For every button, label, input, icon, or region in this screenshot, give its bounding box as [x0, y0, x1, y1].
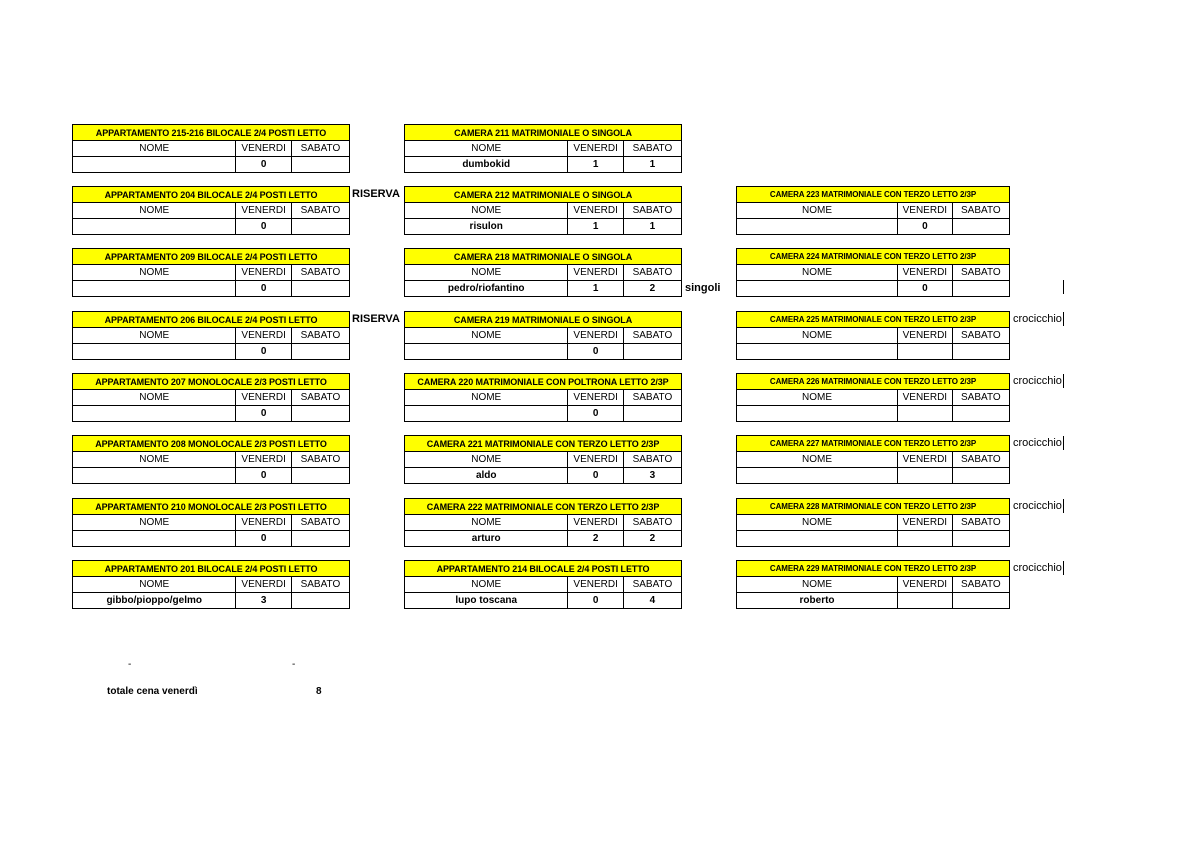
room-grid [736, 186, 1010, 235]
sabato-count-cell[interactable]: 1 [623, 219, 681, 235]
room-table [404, 124, 682, 173]
room-grid [72, 373, 350, 422]
header-sabato: SABATO [623, 390, 681, 406]
guest-name-cell[interactable] [737, 531, 898, 547]
guest-name-cell[interactable]: risulon [405, 219, 568, 235]
guest-name-cell[interactable]: pedro/riofantino [405, 281, 568, 297]
venerdi-count-cell[interactable] [898, 593, 953, 609]
room-table [736, 373, 1010, 422]
cell-edge-mark [1063, 280, 1064, 294]
room-grid [404, 124, 682, 173]
room-title: CAMERA 225 MATRIMONIALE CON TERZO LETTO 2/3P [737, 312, 1010, 328]
header-sabato: SABATO [952, 203, 1009, 219]
room-table [736, 311, 1010, 360]
cell-edge-mark [1063, 312, 1064, 326]
header-venerdi: VENERDI [568, 390, 623, 406]
room-title: CAMERA 228 MATRIMONIALE CON TERZO LETTO 2/3P [737, 499, 1010, 515]
header-venerdi: VENERDI [568, 515, 623, 531]
header-sabato: SABATO [623, 328, 681, 344]
header-sabato: SABATO [291, 328, 349, 344]
header-sabato: SABATO [291, 390, 349, 406]
room-table [72, 560, 350, 609]
header-sabato: SABATO [623, 515, 681, 531]
crocicchio-note: crocicchio [1013, 562, 1062, 574]
sabato-count-cell[interactable] [291, 157, 349, 173]
venerdi-count-cell[interactable]: 0 [568, 344, 623, 360]
room-grid [736, 498, 1010, 547]
sabato-count-cell[interactable] [291, 281, 349, 297]
cell-edge-mark [1063, 374, 1064, 388]
room-table [72, 435, 350, 484]
header-sabato: SABATO [623, 265, 681, 281]
header-nome: NOME [405, 141, 568, 157]
riserva-note: RISERVA [352, 313, 400, 325]
header-sabato: SABATO [952, 515, 1009, 531]
header-sabato: SABATO [952, 577, 1009, 593]
header-nome: NOME [73, 577, 236, 593]
room-table [736, 248, 1010, 297]
room-table [72, 311, 350, 360]
header-venerdi: VENERDI [236, 203, 291, 219]
header-nome: NOME [405, 390, 568, 406]
room-title: CAMERA 220 MATRIMONIALE CON POLTRONA LETTO 2/3P [405, 374, 682, 390]
header-sabato: SABATO [623, 452, 681, 468]
guest-name-cell[interactable] [73, 219, 236, 235]
guest-name-cell[interactable] [737, 406, 898, 422]
sabato-count-cell[interactable] [291, 344, 349, 360]
header-nome: NOME [737, 515, 898, 531]
header-sabato: SABATO [291, 452, 349, 468]
sabato-count-cell[interactable]: 3 [623, 468, 681, 484]
room-title: CAMERA 221 MATRIMONIALE CON TERZO LETTO 2/3P [405, 436, 682, 452]
room-grid [404, 560, 682, 609]
header-nome: NOME [405, 328, 568, 344]
room-title: CAMERA 226 MATRIMONIALE CON TERZO LETTO 2/3P [737, 374, 1010, 390]
venerdi-count-cell[interactable]: 0 [236, 406, 291, 422]
total-dinner-friday-value: 8 [316, 686, 322, 697]
header-nome: NOME [73, 515, 236, 531]
room-title: CAMERA 223 MATRIMONIALE CON TERZO LETTO 2/3P [737, 187, 1010, 203]
guest-name-cell[interactable] [73, 406, 236, 422]
room-table [72, 124, 350, 173]
room-grid [736, 248, 1010, 297]
room-title: APPARTAMENTO 204 BILOCALE 2/4 POSTI LETTO [73, 187, 350, 203]
guest-name-cell[interactable]: lupo toscana [405, 593, 568, 609]
room-title: CAMERA 219 MATRIMONIALE O SINGOLA [405, 312, 682, 328]
header-venerdi: VENERDI [568, 577, 623, 593]
sabato-count-cell[interactable]: 2 [623, 281, 681, 297]
header-nome: NOME [73, 203, 236, 219]
sabato-count-cell[interactable] [952, 468, 1009, 484]
header-nome: NOME [405, 265, 568, 281]
header-venerdi: VENERDI [236, 390, 291, 406]
room-grid [72, 248, 350, 297]
header-venerdi: VENERDI [236, 265, 291, 281]
room-grid [404, 435, 682, 484]
room-title: APPARTAMENTO 201 BILOCALE 2/4 POSTI LETTO [73, 561, 350, 577]
venerdi-count-cell[interactable]: 0 [898, 281, 953, 297]
venerdi-count-cell[interactable]: 0 [236, 531, 291, 547]
dash-mark: - [128, 659, 132, 670]
room-grid [736, 435, 1010, 484]
sabato-count-cell[interactable]: 4 [623, 593, 681, 609]
room-table [72, 498, 350, 547]
header-nome: NOME [73, 265, 236, 281]
header-sabato: SABATO [623, 203, 681, 219]
guest-name-cell[interactable] [73, 281, 236, 297]
venerdi-count-cell[interactable]: 1 [568, 219, 623, 235]
header-nome: NOME [73, 390, 236, 406]
dash-mark: - [292, 659, 296, 670]
venerdi-count-cell[interactable]: 0 [236, 281, 291, 297]
venerdi-count-cell[interactable]: 1 [568, 281, 623, 297]
venerdi-count-cell[interactable]: 0 [236, 219, 291, 235]
sabato-count-cell[interactable] [291, 593, 349, 609]
room-table [404, 311, 682, 360]
room-table [404, 248, 682, 297]
header-venerdi: VENERDI [568, 141, 623, 157]
room-table [404, 560, 682, 609]
room-title: APPARTAMENTO 209 BILOCALE 2/4 POSTI LETTO [73, 249, 350, 265]
venerdi-count-cell[interactable]: 0 [898, 219, 953, 235]
room-table [72, 373, 350, 422]
room-table [72, 186, 350, 235]
room-title: APPARTAMENTO 207 MONOLOCALE 2/3 POSTI LETTO [73, 374, 350, 390]
guest-name-cell[interactable] [73, 468, 236, 484]
header-venerdi: VENERDI [236, 515, 291, 531]
header-sabato: SABATO [623, 577, 681, 593]
room-grid [72, 435, 350, 484]
room-grid [404, 498, 682, 547]
crocicchio-note: crocicchio [1013, 313, 1062, 325]
sabato-count-cell[interactable] [623, 344, 681, 360]
sabato-count-cell[interactable] [952, 531, 1009, 547]
sabato-count-cell[interactable] [952, 593, 1009, 609]
room-grid [72, 186, 350, 235]
venerdi-count-cell[interactable] [898, 531, 953, 547]
header-venerdi: VENERDI [568, 452, 623, 468]
guest-name-cell[interactable] [737, 468, 898, 484]
header-sabato: SABATO [291, 577, 349, 593]
venerdi-count-cell[interactable]: 0 [568, 593, 623, 609]
room-grid [72, 124, 350, 173]
cell-edge-mark [1063, 561, 1064, 575]
header-nome: NOME [737, 328, 898, 344]
guest-name-cell[interactable] [405, 344, 568, 360]
sabato-count-cell[interactable]: 2 [623, 531, 681, 547]
sabato-count-cell[interactable] [623, 406, 681, 422]
guest-name-cell[interactable] [405, 406, 568, 422]
header-sabato: SABATO [952, 390, 1009, 406]
guest-name-cell[interactable]: gibbo/pioppo/gelmo [73, 593, 236, 609]
header-nome: NOME [737, 265, 898, 281]
sabato-count-cell[interactable] [291, 406, 349, 422]
venerdi-count-cell[interactable]: 2 [568, 531, 623, 547]
cell-edge-mark [1063, 436, 1064, 450]
header-venerdi: VENERDI [898, 265, 953, 281]
room-grid [404, 311, 682, 360]
venerdi-count-cell[interactable]: 0 [568, 468, 623, 484]
room-table [736, 186, 1010, 235]
room-table [736, 435, 1010, 484]
venerdi-count-cell[interactable]: 1 [568, 157, 623, 173]
room-grid [736, 311, 1010, 360]
header-nome: NOME [405, 515, 568, 531]
header-nome: NOME [73, 328, 236, 344]
crocicchio-note: crocicchio [1013, 500, 1062, 512]
guest-name-cell[interactable] [73, 531, 236, 547]
room-table [404, 373, 682, 422]
room-title: APPARTAMENTO 214 BILOCALE 2/4 POSTI LETTO [405, 561, 682, 577]
venerdi-count-cell[interactable]: 3 [236, 593, 291, 609]
venerdi-count-cell[interactable] [898, 468, 953, 484]
venerdi-count-cell[interactable]: 0 [236, 344, 291, 360]
guest-name-cell[interactable]: aldo [405, 468, 568, 484]
sabato-count-cell[interactable] [291, 531, 349, 547]
room-table [404, 498, 682, 547]
header-nome: NOME [73, 452, 236, 468]
header-nome: NOME [737, 203, 898, 219]
guest-name-cell[interactable]: dumbokid [405, 157, 568, 173]
header-venerdi: VENERDI [898, 390, 953, 406]
room-grid [736, 373, 1010, 422]
room-title: APPARTAMENTO 206 BILOCALE 2/4 POSTI LETTO [73, 312, 350, 328]
venerdi-count-cell[interactable]: 0 [236, 157, 291, 173]
guest-name-cell[interactable] [73, 157, 236, 173]
header-sabato: SABATO [952, 452, 1009, 468]
header-sabato: SABATO [623, 141, 681, 157]
riserva-note: RISERVA [352, 188, 400, 200]
header-nome: NOME [737, 577, 898, 593]
room-title: CAMERA 222 MATRIMONIALE CON TERZO LETTO 2/3P [405, 499, 682, 515]
header-venerdi: VENERDI [236, 141, 291, 157]
header-venerdi: VENERDI [898, 452, 953, 468]
header-nome: NOME [737, 390, 898, 406]
header-venerdi: VENERDI [236, 452, 291, 468]
header-nome: NOME [405, 203, 568, 219]
room-table [736, 560, 1010, 609]
header-sabato: SABATO [291, 203, 349, 219]
sabato-count-cell[interactable] [952, 281, 1009, 297]
venerdi-count-cell[interactable] [898, 406, 953, 422]
room-title: CAMERA 229 MATRIMONIALE CON TERZO LETTO 2/3P [737, 561, 1010, 577]
venerdi-count-cell[interactable]: 0 [236, 468, 291, 484]
sabato-count-cell[interactable] [952, 219, 1009, 235]
sabato-count-cell[interactable] [952, 406, 1009, 422]
sabato-count-cell[interactable] [291, 468, 349, 484]
header-nome: NOME [405, 577, 568, 593]
header-venerdi: VENERDI [898, 328, 953, 344]
room-grid [736, 560, 1010, 609]
header-venerdi: VENERDI [898, 203, 953, 219]
header-venerdi: VENERDI [568, 265, 623, 281]
sabato-count-cell[interactable] [952, 344, 1009, 360]
room-title: CAMERA 224 MATRIMONIALE CON TERZO LETTO 2/3P [737, 249, 1010, 265]
room-title: APPARTAMENTO 208 MONOLOCALE 2/3 POSTI LETTO [73, 436, 350, 452]
room-grid [404, 186, 682, 235]
room-grid [72, 560, 350, 609]
guest-name-cell[interactable] [737, 219, 898, 235]
crocicchio-note: crocicchio [1013, 375, 1062, 387]
sabato-count-cell[interactable]: 1 [623, 157, 681, 173]
venerdi-count-cell[interactable] [898, 344, 953, 360]
header-venerdi: VENERDI [568, 328, 623, 344]
venerdi-count-cell[interactable]: 0 [568, 406, 623, 422]
room-title: CAMERA 212 MATRIMONIALE O SINGOLA [405, 187, 682, 203]
guest-name-cell[interactable]: roberto [737, 593, 898, 609]
header-venerdi: VENERDI [236, 328, 291, 344]
room-grid [404, 248, 682, 297]
header-nome: NOME [405, 452, 568, 468]
header-sabato: SABATO [952, 328, 1009, 344]
room-grid [72, 311, 350, 360]
room-grid [72, 498, 350, 547]
header-sabato: SABATO [291, 141, 349, 157]
header-nome: NOME [73, 141, 236, 157]
room-table [404, 186, 682, 235]
sabato-count-cell[interactable] [291, 219, 349, 235]
guest-name-cell[interactable] [737, 281, 898, 297]
room-title: APPARTAMENTO 210 MONOLOCALE 2/3 POSTI LETTO [73, 499, 350, 515]
room-grid [404, 373, 682, 422]
room-title: CAMERA 211 MATRIMONIALE O SINGOLA [405, 125, 682, 141]
singoli-note: singoli [685, 282, 721, 294]
room-title: CAMERA 218 MATRIMONIALE O SINGOLA [405, 249, 682, 265]
room-table [404, 435, 682, 484]
header-sabato: SABATO [291, 515, 349, 531]
guest-name-cell[interactable]: arturo [405, 531, 568, 547]
crocicchio-note: crocicchio [1013, 437, 1062, 449]
header-nome: NOME [737, 452, 898, 468]
room-title: APPARTAMENTO 215-216 BILOCALE 2/4 POSTI LETTO [73, 125, 350, 141]
header-venerdi: VENERDI [898, 515, 953, 531]
room-title: CAMERA 227 MATRIMONIALE CON TERZO LETTO 2/3P [737, 436, 1010, 452]
header-sabato: SABATO [952, 265, 1009, 281]
total-dinner-friday-label: totale cena venerdì [107, 686, 198, 697]
room-table [72, 248, 350, 297]
guest-name-cell[interactable] [737, 344, 898, 360]
room-table [736, 498, 1010, 547]
cell-edge-mark [1063, 499, 1064, 513]
guest-name-cell[interactable] [73, 344, 236, 360]
header-venerdi: VENERDI [898, 577, 953, 593]
header-venerdi: VENERDI [568, 203, 623, 219]
header-sabato: SABATO [291, 265, 349, 281]
header-venerdi: VENERDI [236, 577, 291, 593]
